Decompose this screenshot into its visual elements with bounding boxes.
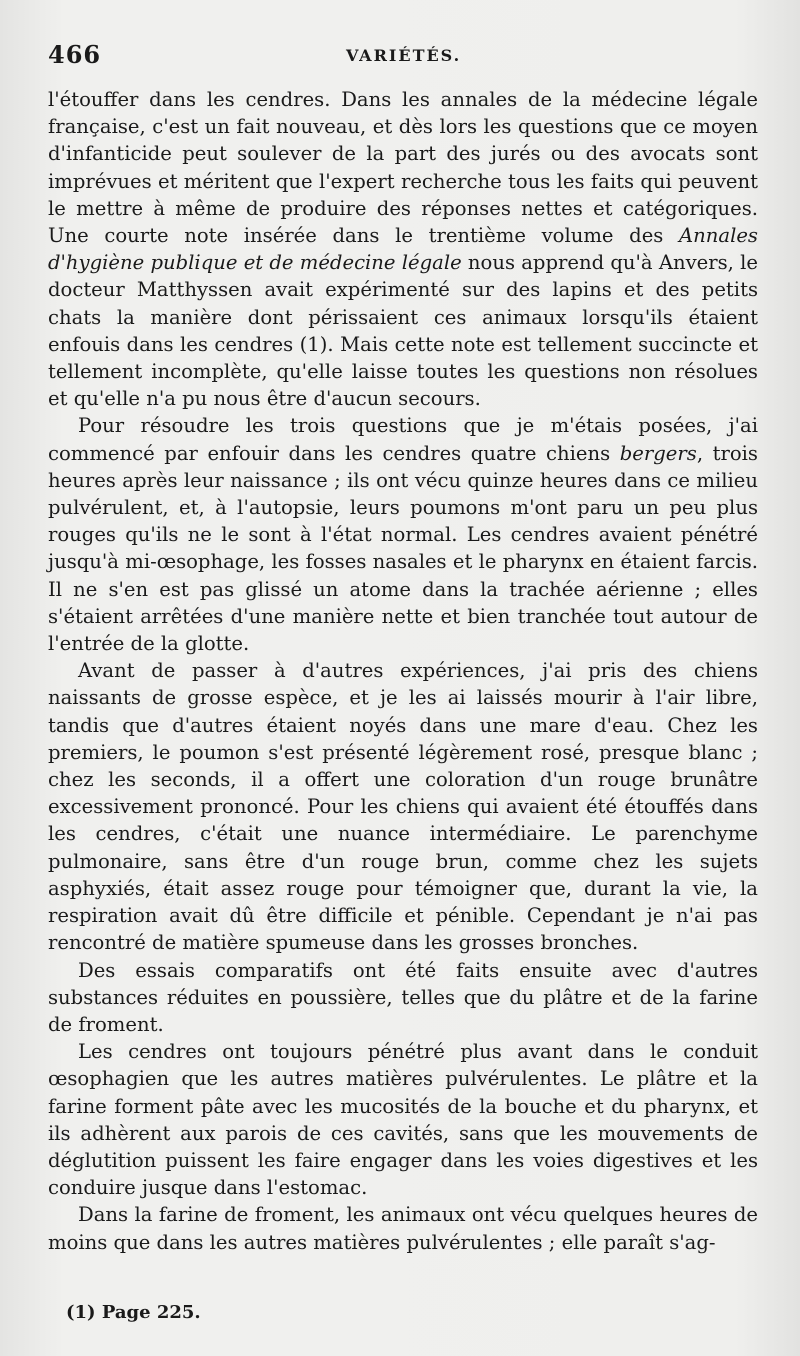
paragraph-p6 [48,1201,758,1255]
paragraph-p2 [48,412,758,657]
page-header [48,40,758,70]
italic-text: Annales d'hygiène publique et de médecine légale [48,224,758,275]
footnote: (1) Page 225. [66,1302,201,1323]
paragraph-p3 [48,657,758,956]
body-text [48,86,758,1256]
paragraph-p5 [48,1038,758,1201]
text-run: l'étouffer dans les cendres. Dans les annales de la médecine légale française, c'est un fait nouveau, et dès lors les questions que ce moyen d'infanticide peut soulever de la part des jurés ou des avocats sont imprévues et méritent que l'expert recherche tous les faits qui peuvent le mettre à même de produire des réponses nettes et catégoriques. Une courte note insérée dans le trentième volume des [48,88,758,248]
text-run: Pour résoudre les trois questions que je m'étais posées, j'ai commencé par enfouir dans les cendres quatre chiens [48,414,758,465]
text-run: Avant de passer à d'autres expériences, j'ai pris des chiens naissants de grosse espèce, et je les ai laissés mourir à l'air libre, tandis que d'autres étaient noyés dans une mare d'eau. Chez les premiers, le poumon s'est présenté légèrement rosé, presque blanc ; chez les seconds, il a offert une coloration d'un rouge brunâtre excessivement prononcé. Pour les chiens qui avaient été étouffés dans les cendres, c'était une nuance intermédiaire. Le parenchyme pulmonaire, sans être d'un rouge brun, comme chez les sujets asphyxiés, était assez rouge pour témoigner que, durant la vie, la respiration avait dû être difficile et pénible. Cependant je n'ai pas rencontré de matière spumeuse dans les grosses bronches. [48,659,758,955]
text-run: Les cendres ont toujours pénétré plus avant dans le conduit œsophagien que les autres matières pulvérulentes. Le plâtre et la farine forment pâte avec les mucosités de la bouche et du pharynx, et ils adhèrent aux parois de ces cavités, sans que les mouvements de déglutition puissent les faire engager dans les voies digestives et les conduire jusque dans l'estomac. [48,1040,758,1200]
text-run: Dans la farine de froment, les animaux ont vécu quelques heures de moins que dans les autres matières pulvérulentes ; elle paraît s'ag- [48,1203,758,1254]
paragraph-p4 [48,957,758,1039]
text-run: Des essais comparatifs ont été faits ensuite avec d'autres substances réduites en poussière, telles que du plâtre et de la farine de froment. [48,958,758,1036]
page-number: 466 [48,40,102,69]
paragraph-p1 [48,86,758,412]
text-run: nous apprend qu'à Anvers, le docteur Matthyssen avait expérimenté sur des lapins et des petits chats la manière dont périssaient ces animaux lorsqu'ils étaient enfouis dans les cendres (1). Mais cette note est tellement succincte et tellement incomplète, qu'elle laisse toutes les questions non résolues et qu'elle n'a pu nous être d'aucun secours. [48,251,759,411]
italic-text: bergers [619,441,697,465]
text-run: , trois heures après leur naissance ; ils ont vécu quinze heures dans ce milieu pulvérulent, et, à l'autopsie, leurs poumons m'ont paru un peu plus rouges qu'ils ne le sont à l'état normal. Les cendres avaient pénétré jusqu'à mi-œsophage, les fosses nasales et le pharynx en étaient farcis. Il ne s'en est pas glissé un atome dans la trachée aérienne ; elles s'étaient arrêtées d'une manière nette et bien tranchée tout autour de l'entrée de la glotte. [48,441,758,656]
running-head: VARIÉTÉS. [346,46,462,65]
